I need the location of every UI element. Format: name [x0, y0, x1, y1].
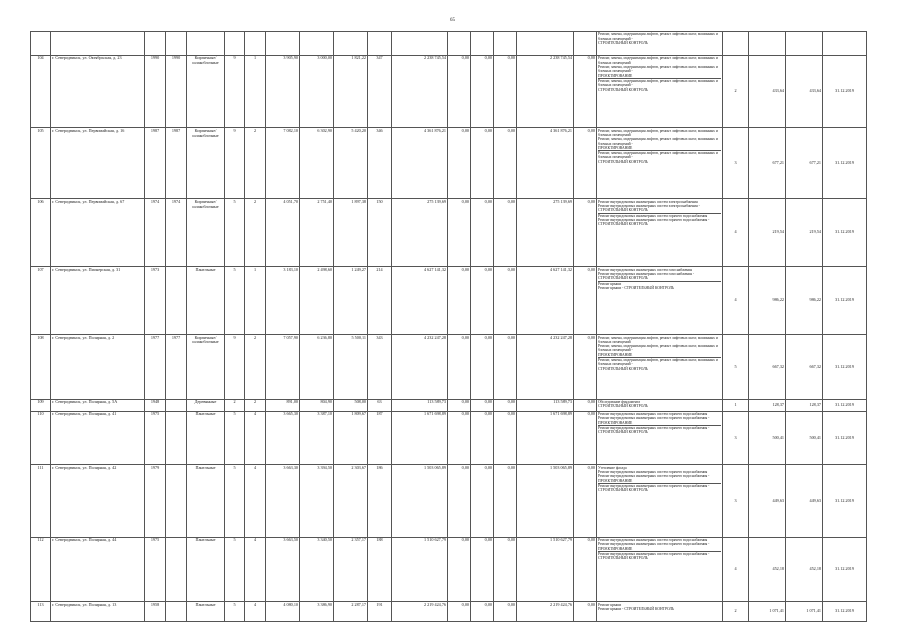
work-item: ПРОЕКТИРОВАНИЕ — [598, 74, 721, 79]
cell-c3: 0,00 — [494, 465, 517, 537]
cell-num: 107 — [31, 267, 51, 335]
cell-cost-owners: 113 589,73 — [517, 399, 574, 411]
cell-address: г. Северодвинск, ул. Полярная, д. 13 — [51, 602, 145, 622]
cell-area-premises: 3 340,50 — [300, 537, 334, 602]
page-number: 65 — [450, 18, 455, 23]
cell-year-built: 1990 — [145, 56, 166, 128]
cell-entrances: 2 — [245, 128, 266, 199]
work-item: ПРОЕКТИРОВАНИЕ — [598, 146, 721, 151]
cell-c2: 0,00 — [471, 399, 494, 411]
cell-c3: 0,00 — [494, 267, 517, 335]
cell-cost-total: 4 232 247,28 — [392, 335, 448, 400]
cell-c2: 0,00 — [471, 56, 494, 128]
cell-entrances: 4 — [245, 602, 266, 622]
cell-lifts: 4 — [723, 537, 749, 602]
cell-residents: 188 — [368, 537, 392, 602]
cell-floors: 9 — [225, 56, 245, 128]
work-item: Ремонт, замена, модернизация лифтов, ремонт лифтовых шахт, машинных и блочных помещений - — [598, 78, 718, 88]
cell-floors: 5 — [225, 465, 245, 537]
cell-total-area: 4 051,70 — [266, 199, 300, 267]
cell-wall: Панельные — [187, 602, 225, 622]
work-item: Ремонт внутридомовых инженерных систем горячего водоснабжения — [598, 538, 708, 543]
work-item: Ремонт внутридомовых инженерных систем газоснабжения — [598, 267, 692, 272]
work-item: Ремонт крыши - СТРОИТЕЛЬНЫЙ КОНТРОЛЬ — [598, 285, 675, 290]
repair-program-table — [30, 31, 866, 622]
cell-area-living: 508,00 — [334, 399, 368, 411]
cell-entrances: 4 — [245, 537, 266, 602]
cell-max-cost: 667,32 — [786, 335, 823, 400]
work-item: Ремонт крыши - СТРОИТЕЛЬНЫЙ КОНТРОЛЬ — [598, 606, 675, 611]
work-item: Ремонт внутридомовых инженерных систем газоснабжения - — [598, 272, 695, 276]
work-item: Ремонт, замена, модернизация лифтов, ремонт лифтовых шахт, машинных и блочных помещений — [598, 335, 718, 344]
cell-unit-cost: 1 071,41 — [749, 602, 786, 622]
cell-address: г. Северодвинск, ул. Пионерская, д. 31 — [51, 267, 145, 335]
table-row — [31, 128, 867, 199]
cell-entrances: 2 — [245, 399, 266, 411]
cell-year-repair — [166, 602, 187, 622]
work-item: Ремонт, замена, модернизация лифтов, ремонт лифтовых шахт, машинных и блочных помещений — [598, 56, 718, 65]
works-cell — [597, 411, 723, 465]
cell-area-premises: 6 236,80 — [300, 335, 334, 400]
cell-year-built: 1948 — [145, 399, 166, 411]
cell-deadline: 31.12.2019 — [823, 411, 867, 465]
cell-deadline: 31.12.2019 — [823, 537, 867, 602]
cell-year-built: 1975 — [145, 537, 166, 602]
cell-deadline: 31.12.2019 — [823, 128, 867, 199]
cell-area-premises: 3 000,00 — [300, 56, 334, 128]
cell-year-built: 1987 — [145, 128, 166, 199]
cell-c4: 0,00 — [574, 128, 597, 199]
cell-cost-total: 1 503 065,89 — [392, 465, 448, 537]
cell-c1: 0,00 — [448, 411, 471, 465]
work-item: ПРОЕКТИРОВАНИЕ — [598, 547, 721, 552]
cell-c1: 0,00 — [448, 465, 471, 537]
work-item: Ремонт внутридомовых инженерных систем горячего водоснабжения - — [598, 416, 710, 421]
cell-year-built: 1958 — [145, 602, 166, 622]
cell-floors: 5 — [225, 411, 245, 465]
cell-residents: 347 — [368, 56, 392, 128]
cell-floors: 5 — [225, 267, 245, 335]
cell-num: 111 — [31, 465, 51, 537]
table-row — [31, 602, 867, 622]
cell-address: г. Северодвинск, ул. Полярная, д. 44 — [51, 537, 145, 602]
cell-wall: Кирпичные/ шлакоблочные — [187, 56, 225, 128]
works-cell — [597, 199, 723, 267]
cell-unit-cost: 449,63 — [749, 465, 786, 537]
cell-residents: 187 — [368, 411, 392, 465]
cell-max-cost: 500,41 — [786, 411, 823, 465]
works-cell-continued — [597, 32, 723, 56]
cell-floors: 5 — [225, 602, 245, 622]
cell-area-premises: 2 751,40 — [300, 199, 334, 267]
cell-cost-total: 275 139,69 — [392, 199, 448, 267]
cell-num: 105 — [31, 128, 51, 199]
cell-cost-owners: 2 238 745,54 — [517, 56, 574, 128]
works-cell — [597, 56, 723, 128]
cell-area-living: 1 249,27 — [334, 267, 368, 335]
work-item: Ремонт внутридомовых инженерных систем горячего водоснабжения - — [598, 218, 710, 223]
cell-max-cost: 128,37 — [786, 399, 823, 411]
cell-cost-owners: 2 219 424,76 — [517, 602, 574, 622]
cell-wall: Деревянные — [187, 399, 225, 411]
cell-cost-total: 113 589,73 — [392, 399, 448, 411]
table-row — [31, 199, 867, 267]
cell-max-cost: 1 071,41 — [786, 602, 823, 622]
cell-c2: 0,00 — [471, 537, 494, 602]
cell-lifts: 5 — [723, 335, 749, 400]
cell-year-built: 1977 — [145, 335, 166, 400]
cell-wall: Кирпичные/ шлакоблочные — [187, 335, 225, 400]
cell-wall: Кирпичные/ шлакоблочные — [187, 128, 225, 199]
table-row — [31, 267, 867, 335]
cell-cost-owners: 1 503 065,89 — [517, 465, 574, 537]
cell-floors: 5 — [225, 537, 245, 602]
table-row — [31, 411, 867, 465]
cell-deadline: 31.12.2019 — [823, 267, 867, 335]
cell-c1: 0,00 — [448, 335, 471, 400]
work-item: ПРОЕКТИРОВАНИЕ — [598, 421, 721, 426]
cell-c3: 0,00 — [494, 411, 517, 465]
cell-cost-owners: 275 139,69 — [517, 199, 574, 267]
cell-year-repair — [166, 537, 187, 602]
work-item: Ремонт внутридомовых инженерных систем горячего водоснабжения - — [598, 483, 710, 488]
cell-c3: 0,00 — [494, 335, 517, 400]
cell-year-built: 1974 — [145, 199, 166, 267]
cell-num: 108 — [31, 335, 51, 400]
work-item: СТРОИТЕЛЬНЫЙ КОНТРОЛЬ — [598, 404, 648, 409]
cell-total-area: 7 082,10 — [266, 128, 300, 199]
cell-year-repair: 1987 — [166, 128, 187, 199]
cell-c2: 0,00 — [471, 411, 494, 465]
cell-entrances: 4 — [245, 465, 266, 537]
cell-address: г. Северодвинск, ул. Полярная, д. 41 — [51, 411, 145, 465]
work-item: Ремонт, замена, модернизация лифтов, ремонт лифтовых шахт, машинных и блочных помещений — [598, 128, 718, 137]
cell-cost-total: 2 238 745,54 — [392, 56, 448, 128]
cell-max-cost: 452,18 — [786, 537, 823, 602]
work-item: Ремонт внутридомовых инженерных систем горячего водоснабжения - — [598, 542, 710, 547]
cell-year-repair: 1974 — [166, 199, 187, 267]
cell-wall: Панельные — [187, 411, 225, 465]
works-cell — [597, 128, 723, 199]
cell-floors: 5 — [225, 199, 245, 267]
work-item: Ремонт внутридомовых инженерных систем электроснабжения — [598, 199, 698, 204]
cell-lifts: 3 — [723, 128, 749, 199]
cell-lifts: 2 — [723, 56, 749, 128]
work-item: СТРОИТЕЛЬНЫЙ КОНТРОЛЬ — [598, 87, 648, 92]
cell-c1: 0,00 — [448, 399, 471, 411]
cell-max-cost: 433,64 — [786, 56, 823, 128]
work-item: Ремонт внутридомовых инженерных систем горячего водоснабжения - — [598, 426, 710, 431]
cell-c4: 0,00 — [574, 399, 597, 411]
work-item: Ремонт внутридомовых инженерных систем горячего водоснабжения — [598, 412, 708, 417]
cell-unit-cost: 667,32 — [749, 335, 786, 400]
cell-entrances: 1 — [245, 267, 266, 335]
cell-year-built: 1973 — [145, 267, 166, 335]
cell-max-cost: 219,54 — [786, 199, 823, 267]
cell-area-premises: 2 498,60 — [300, 267, 334, 335]
work-item: Ремонт, замена, модернизация лифтов, ремонт лифтовых шахт, машинных и блочных помещений - — [598, 137, 718, 146]
cell-c2: 0,00 — [471, 465, 494, 537]
cell-floors: 9 — [225, 128, 245, 199]
work-item: Ремонт, замена, модернизация лифтов, ремонт лифтовых шахт, машинных и блочных помещений - — [598, 65, 718, 74]
cell-c3: 0,00 — [494, 537, 517, 602]
work-item: Ремонт, замена, модернизация лифтов, ремонт лифтовых шахт, машинных и блочных помещений - — [598, 358, 718, 367]
cell-lifts: 4 — [723, 267, 749, 335]
cell-lifts: 2 — [723, 602, 749, 622]
cell-year-repair: 1977 — [166, 335, 187, 400]
work-item: Ремонт внутридомовых инженерных систем горячего водоснабжения — [598, 213, 708, 218]
cell-wall: Панельные — [187, 465, 225, 537]
work-item: Утепление фасада — [598, 465, 627, 470]
cell-area-premises: 3 387,10 — [300, 411, 334, 465]
cell-c1: 0,00 — [448, 56, 471, 128]
cell-wall: Кирпичные/ шлакоблочные — [187, 199, 225, 267]
cell-address: г. Северодвинск, ул. Первомайская, д. 67 — [51, 199, 145, 267]
cell-max-cost: 986,22 — [786, 267, 823, 335]
cell-c4: 0,00 — [574, 199, 597, 267]
work-item: Ремонт, замена, модернизация лифтов, ремонт лифтовых шахт, машинных и блочных помещений - — [598, 32, 718, 41]
cell-address: г. Северодвинск, ул. Первомайская, д. 16 — [51, 128, 145, 199]
works-cell — [597, 602, 723, 622]
cell-area-living: 1 897,38 — [334, 199, 368, 267]
table-row — [31, 399, 867, 411]
cell-cost-owners: 1 510 627,79 — [517, 537, 574, 602]
cell-c3: 0,00 — [494, 602, 517, 622]
cell-area-premises: 3 386,90 — [300, 602, 334, 622]
work-item: Ремонт внутридомовых инженерных систем горячего водоснабжения - — [598, 551, 710, 556]
cell-num: 113 — [31, 602, 51, 622]
work-item: СТРОИТЕЛЬНЫЙ КОНТРОЛЬ — [598, 208, 721, 213]
work-item: СТРОИТЕЛЬНЫЙ КОНТРОЛЬ — [598, 40, 648, 45]
table-row — [31, 56, 867, 128]
cell-deadline: 31.12.2019 — [823, 335, 867, 400]
cell-c2: 0,00 — [471, 267, 494, 335]
cell-cost-total: 1 510 627,79 — [392, 537, 448, 602]
cell-c2: 0,00 — [471, 602, 494, 622]
cell-c1: 0,00 — [448, 267, 471, 335]
cell-residents: 343 — [368, 335, 392, 400]
cell-entrances: 1 — [245, 56, 266, 128]
cell-area-premises: 3 394,50 — [300, 465, 334, 537]
cell-entrances: 2 — [245, 335, 266, 400]
cell-unit-cost: 219,54 — [749, 199, 786, 267]
cell-num: 110 — [31, 411, 51, 465]
cell-area-living: 2 357,17 — [334, 537, 368, 602]
cell-total-area: 3 665,30 — [266, 411, 300, 465]
cell-c3: 0,00 — [494, 199, 517, 267]
cell-residents: 150 — [368, 199, 392, 267]
cell-entrances: 2 — [245, 199, 266, 267]
cell-max-cost: 449,63 — [786, 465, 823, 537]
cell-total-area: 3 663,30 — [266, 465, 300, 537]
cell-lifts: 1 — [723, 399, 749, 411]
cell-c4: 0,00 — [574, 335, 597, 400]
table-row — [31, 465, 867, 537]
cell-wall: Панельные — [187, 267, 225, 335]
work-item: СТРОИТЕЛЬНЫЙ КОНТРОЛЬ — [598, 276, 721, 281]
cell-total-area: 3 905,90 — [266, 56, 300, 128]
work-item: СТРОИТЕЛЬНЫЙ КОНТРОЛЬ — [598, 222, 648, 227]
cell-address: г. Северодвинск, ул. Октябрьская, д. 23 — [51, 56, 145, 128]
cell-address: г. Северодвинск, ул. Полярная, д. 2 — [51, 335, 145, 400]
cell-max-cost: 677,21 — [786, 128, 823, 199]
cell-deadline: 31.12.2019 — [823, 199, 867, 267]
work-item: ПРОЕКТИРОВАНИЕ — [598, 479, 721, 484]
cell-c1: 0,00 — [448, 199, 471, 267]
cell-deadline: 31.12.2019 — [823, 56, 867, 128]
work-item: Ремонт внутридомовых инженерных систем электроснабжения - — [598, 204, 700, 209]
cell-residents: 186 — [368, 465, 392, 537]
cell-lifts: 3 — [723, 411, 749, 465]
works-cell — [597, 399, 723, 411]
works-cell — [597, 537, 723, 602]
work-item: Ремонт крыши — [598, 281, 622, 286]
cell-unit-cost: 433,64 — [749, 56, 786, 128]
cell-num: 106 — [31, 199, 51, 267]
cell-residents: 191 — [368, 602, 392, 622]
cell-total-area: 3 183,10 — [266, 267, 300, 335]
cell-area-living: 5 420,20 — [334, 128, 368, 199]
cell-year-repair — [166, 465, 187, 537]
table-row-continued — [31, 32, 867, 56]
work-item: СТРОИТЕЛЬНЫЙ КОНТРОЛЬ — [598, 159, 648, 164]
cell-total-area: 4 080,10 — [266, 602, 300, 622]
cell-c2: 0,00 — [471, 128, 494, 199]
cell-num: 112 — [31, 537, 51, 602]
cell-entrances: 4 — [245, 411, 266, 465]
cell-c3: 0,00 — [494, 399, 517, 411]
cell-floors: 9 — [225, 335, 245, 400]
cell-wall: Панельные — [187, 537, 225, 602]
cell-floors: 2 — [225, 399, 245, 411]
cell-lifts: 3 — [723, 465, 749, 537]
table-row — [31, 537, 867, 602]
cell-c4: 0,00 — [574, 602, 597, 622]
cell-area-living: 2 287,17 — [334, 602, 368, 622]
work-item: СТРОИТЕЛЬНЫЙ КОНТРОЛЬ — [598, 430, 648, 435]
cell-cost-owners: 4 361 876,21 — [517, 128, 574, 199]
cell-c4: 0,00 — [574, 56, 597, 128]
work-item: Ремонт крыши — [598, 602, 622, 607]
cell-cost-owners: 4 232 247,28 — [517, 335, 574, 400]
cell-c2: 0,00 — [471, 199, 494, 267]
cell-c4: 0,00 — [574, 465, 597, 537]
cell-area-living: 1 821,22 — [334, 56, 368, 128]
cell-cost-total: 1 671 698,89 — [392, 411, 448, 465]
work-item: СТРОИТЕЛЬНЫЙ КОНТРОЛЬ — [598, 556, 648, 561]
cell-unit-cost: 986,22 — [749, 267, 786, 335]
cell-total-area: 891,00 — [266, 399, 300, 411]
cell-total-area: 7 057,90 — [266, 335, 300, 400]
cell-year-built: 1975 — [145, 411, 166, 465]
cell-residents: 63 — [368, 399, 392, 411]
cell-cost-owners: 4 627 141,32 — [517, 267, 574, 335]
cell-unit-cost: 500,41 — [749, 411, 786, 465]
work-item: ПРОЕКТИРОВАНИЕ — [598, 353, 721, 358]
cell-area-premises: 804,90 — [300, 399, 334, 411]
table-row — [31, 335, 867, 400]
cell-deadline: 31.12.2019 — [823, 399, 867, 411]
cell-unit-cost: 677,21 — [749, 128, 786, 199]
cell-lifts: 4 — [723, 199, 749, 267]
cell-c3: 0,00 — [494, 128, 517, 199]
cell-c4: 0,00 — [574, 537, 597, 602]
cell-area-living: 2 303,67 — [334, 465, 368, 537]
cell-c4: 0,00 — [574, 411, 597, 465]
cell-address: г. Северодвинск, ул. Полярная, д. 5А — [51, 399, 145, 411]
cell-c1: 0,00 — [448, 128, 471, 199]
cell-year-repair — [166, 411, 187, 465]
cell-year-repair: 1990 — [166, 56, 187, 128]
cell-address: г. Северодвинск, ул. Полярная, д. 42 — [51, 465, 145, 537]
works-cell — [597, 335, 723, 400]
cell-c4: 0,00 — [574, 267, 597, 335]
cell-residents: 346 — [368, 128, 392, 199]
cell-num: 104 — [31, 56, 51, 128]
work-item: СТРОИТЕЛЬНЫЙ КОНТРОЛЬ — [598, 366, 648, 371]
works-cell — [597, 267, 723, 335]
work-item: Ремонт внутридомовых инженерных систем горячего водоснабжения - — [598, 474, 710, 479]
cell-c2: 0,00 — [471, 335, 494, 400]
cell-area-living: 5 500,11 — [334, 335, 368, 400]
cell-year-repair — [166, 267, 187, 335]
cell-c1: 0,00 — [448, 537, 471, 602]
cell-residents: 214 — [368, 267, 392, 335]
work-item: Обследование фундамента — [598, 400, 641, 405]
work-item: Ремонт, замена, модернизация лифтов, ремонт лифтовых шахт, машинных и блочных помещений - — [598, 151, 718, 160]
cell-unit-cost: 128,37 — [749, 399, 786, 411]
work-item: СТРОИТЕЛЬНЫЙ КОНТРОЛЬ — [598, 488, 648, 493]
cell-total-area: 3 663,50 — [266, 537, 300, 602]
cell-cost-total: 2 219 424,76 — [392, 602, 448, 622]
works-cell — [597, 465, 723, 537]
cell-deadline: 31.12.2019 — [823, 602, 867, 622]
work-item: Ремонт внутридомовых инженерных систем горячего водоснабжения — [598, 470, 708, 475]
cell-cost-owners: 1 671 698,89 — [517, 411, 574, 465]
work-item: Ремонт, замена, модернизация лифтов, ремонт лифтовых шахт, машинных и блочных помещений - — [598, 344, 718, 353]
cell-year-built: 1979 — [145, 465, 166, 537]
cell-c3: 0,00 — [494, 56, 517, 128]
cell-unit-cost: 452,18 — [749, 537, 786, 602]
cell-c1: 0,00 — [448, 602, 471, 622]
cell-cost-total: 4 627 141,32 — [392, 267, 448, 335]
cell-area-premises: 6 302,90 — [300, 128, 334, 199]
cell-deadline: 31.12.2019 — [823, 465, 867, 537]
cell-area-living: 1 809,67 — [334, 411, 368, 465]
cell-year-repair — [166, 399, 187, 411]
cell-cost-total: 4 361 876,21 — [392, 128, 448, 199]
cell-num: 109 — [31, 399, 51, 411]
